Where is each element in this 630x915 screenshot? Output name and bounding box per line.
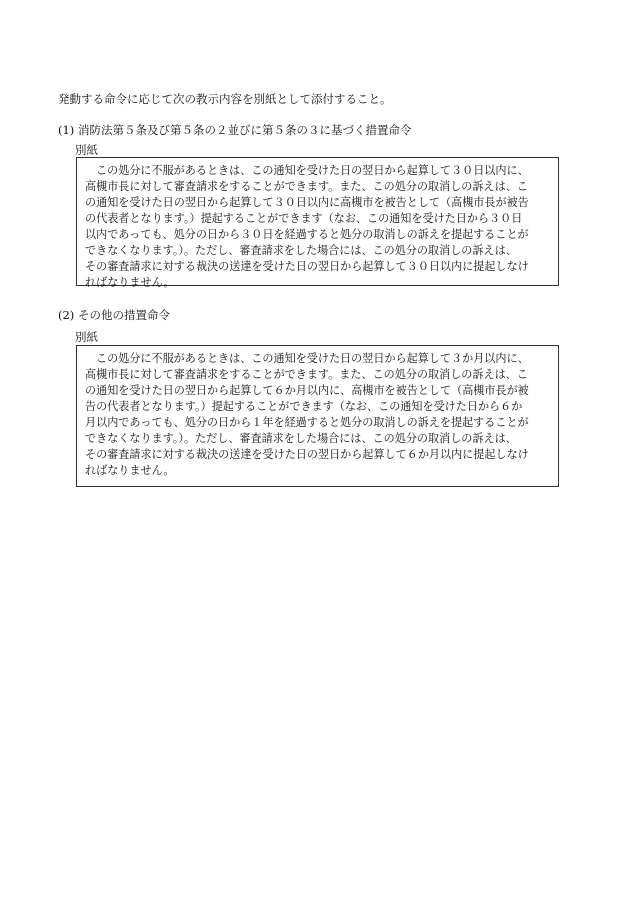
- notice-line: ればなりません。: [85, 276, 175, 289]
- attachment-label-1: 別紙: [75, 143, 98, 157]
- notice-line: この処分に不服があるときは、この通知を受けた日の翌日から起算して３０日以内に、: [96, 164, 529, 177]
- notice-line: ればなりません。: [85, 464, 175, 477]
- notice-line: その審査請求に対する裁決の送達を受けた日の翌日から起算して６か月以内に提起しなけ: [85, 448, 529, 461]
- attachment-label-2: 別紙: [75, 330, 98, 344]
- notice-line: の通知を受けた日の翌日から起算して６か月以内に、高槻市を被告として（高槻市長が被: [85, 384, 529, 397]
- notice-line: 月以内であっても、処分の日から１年を経過すると処分の取消しの訴えを提起することが: [85, 416, 529, 429]
- intro-text: 発動する命令に応じて次の教示内容を別紙として添付すること。: [58, 92, 392, 106]
- section-heading-1: (1) 消防法第５条及び第５条の２並びに第５条の３に基づく措置命令: [58, 123, 412, 137]
- notice-line: 高槻市長に対して審査請求をすることができます。また、この処分の取消しの訴えは、こ: [85, 368, 528, 381]
- notice-line: できなくなります。）。ただし、審査請求をした場合には、この処分の取消しの訴えは、: [85, 432, 517, 445]
- notice-line: の通知を受けた日の翌日から起算して３０日以内に高槻市を被告として（高槻市長が被告: [85, 196, 529, 209]
- notice-line: できなくなります。）。ただし、審査請求をした場合には、この処分の取消しの訴えは、: [85, 244, 517, 257]
- notice-box-1: [76, 157, 559, 289]
- section-heading-2: (2) その他の措置命令: [58, 308, 170, 322]
- notice-line: 以内であっても、処分の日から３０日を経過すると処分の取消しの訴えを提起することが: [85, 228, 529, 241]
- notice-line: その審査請求に対する裁決の送達を受けた日の翌日から起算して３０日以内に提起しなけ: [85, 260, 529, 273]
- notice-line: の代表者となります。）提起することができます（なお、この通知を受けた日から３０日: [85, 212, 523, 225]
- notice-line: 高槻市長に対して審査請求をすることができます。また、この処分の取消しの訴えは、こ: [85, 180, 528, 193]
- notice-box-2: [76, 345, 559, 487]
- notice-line: 告の代表者となります。）提起することができます（なお、この通知を受けた日から６か: [85, 400, 523, 413]
- notice-line: この処分に不服があるときは、この通知を受けた日の翌日から起算して３か月以内に、: [96, 352, 529, 365]
